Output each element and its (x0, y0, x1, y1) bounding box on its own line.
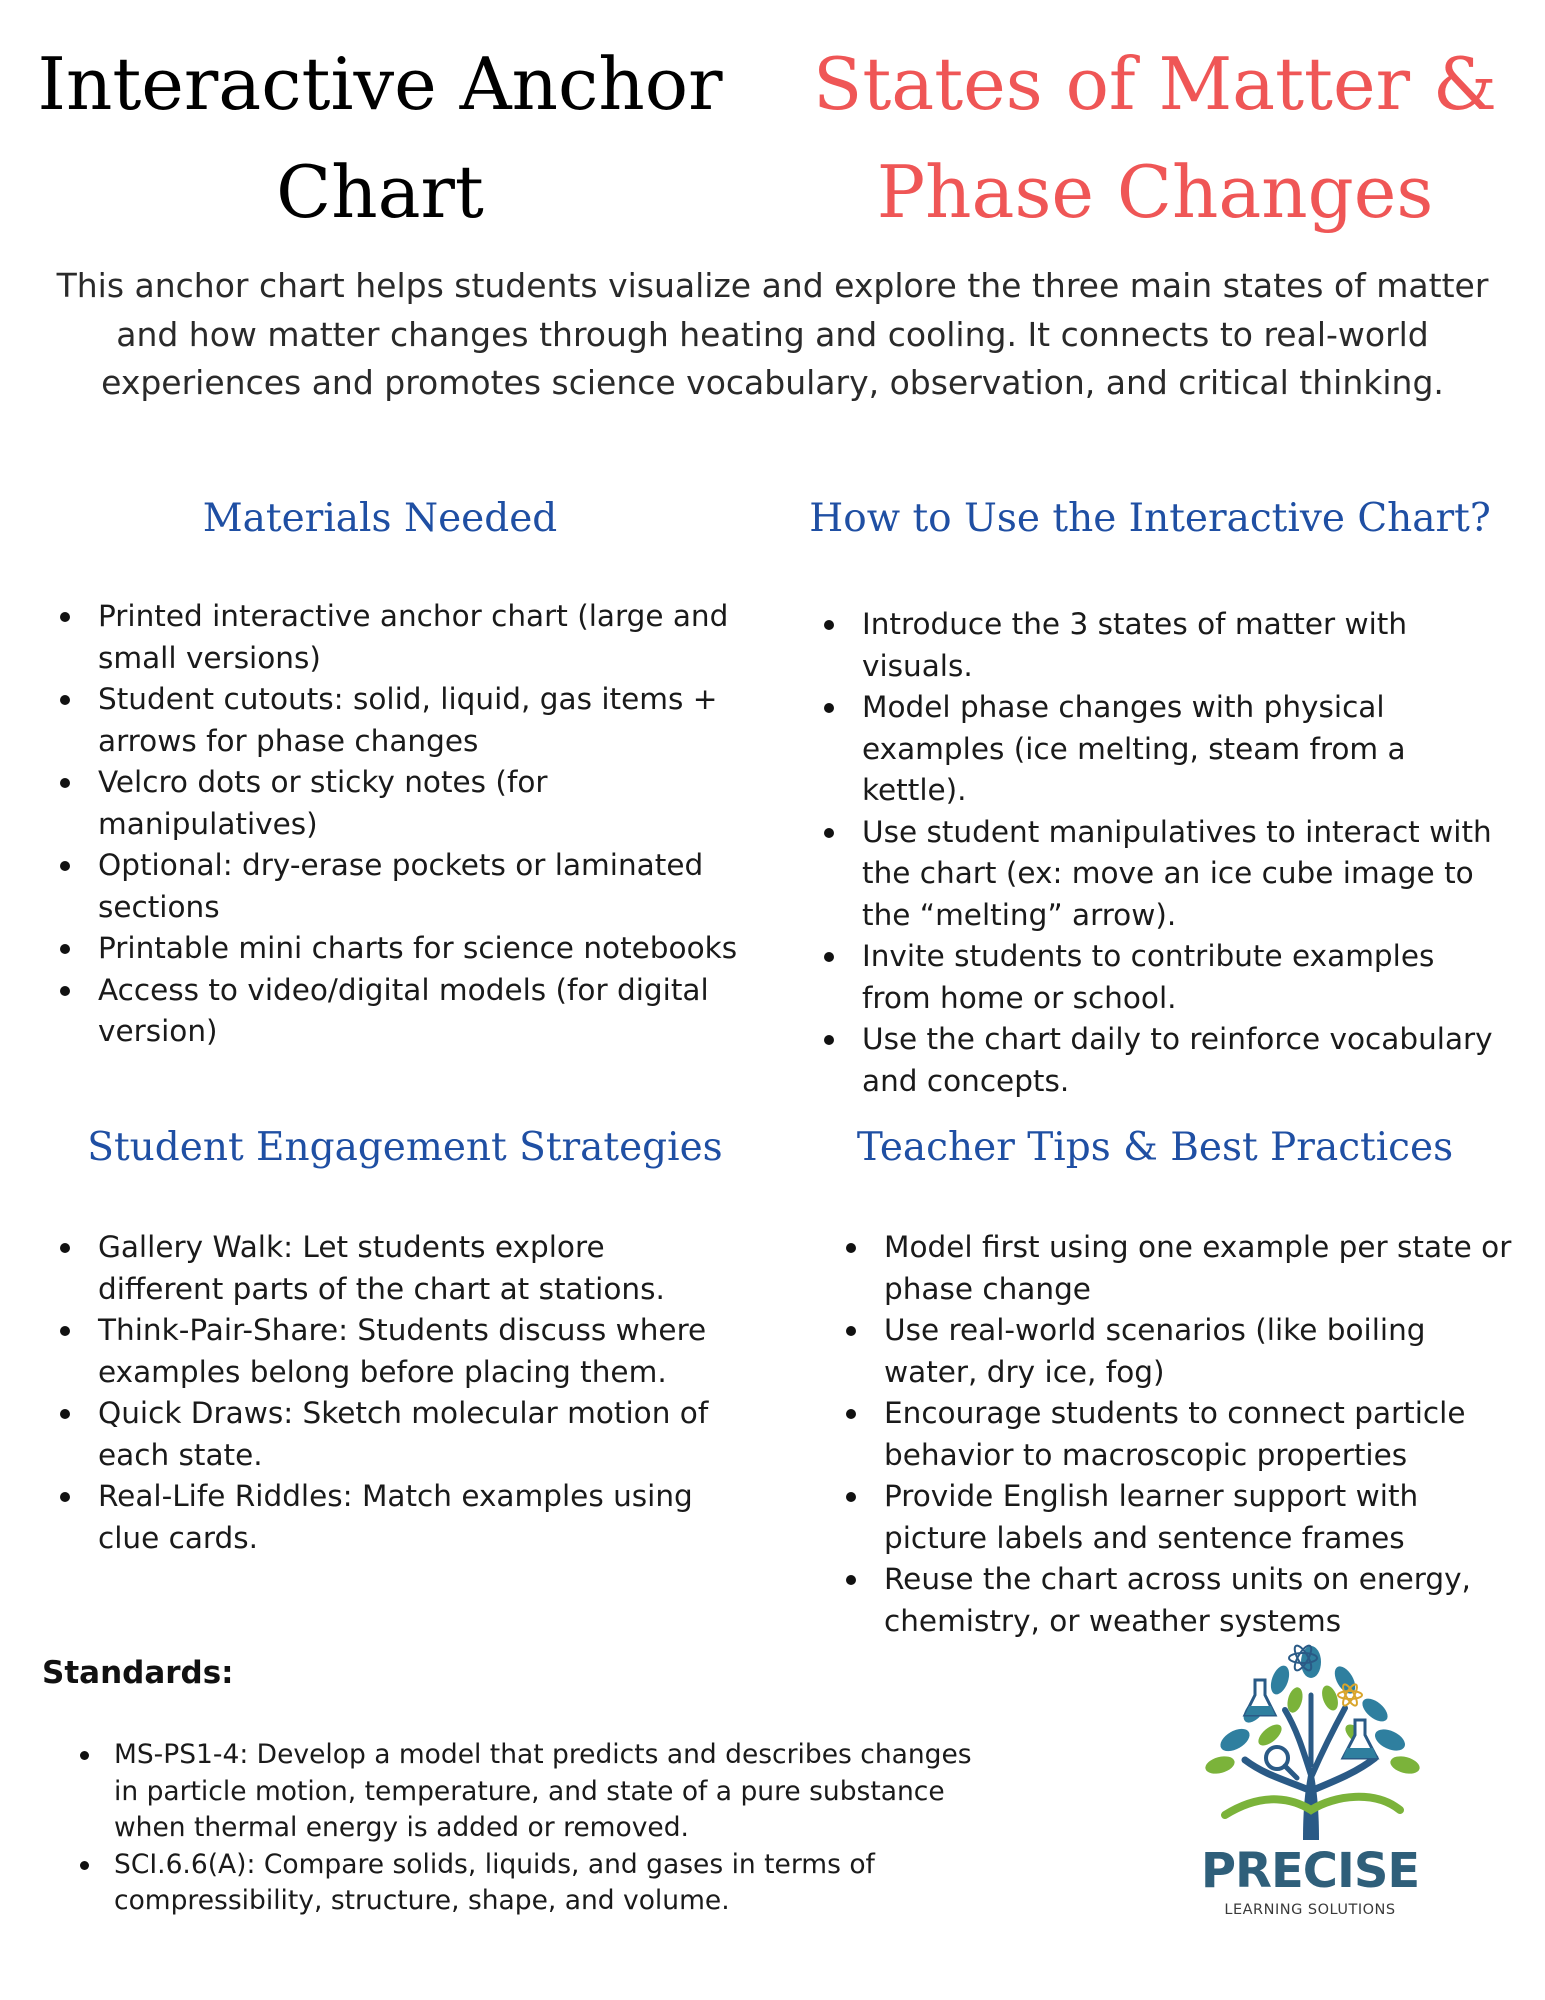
list-item: Model phase changes with physical examples (ice melting, steam from a kettle). (822, 687, 1502, 812)
list-item: MS-PS1-4: Develop a model that predicts and describes changes in particle motion, temperature, and state of a pure substance when thermal energy is added or removed. (78, 1737, 998, 1847)
list-item: Real-Life Riddles: Match examples using clue cards. (58, 1476, 738, 1559)
how-to-use-heading: How to Use the Interactive Chart? (809, 496, 1491, 541)
list-item: Printable mini charts for science notebooks (58, 928, 738, 970)
list-item: SCI.6.6(A): Compare solids, liquids, and gases in terms of compressibility, structure, shape, and volume. (78, 1847, 998, 1920)
list-item: Reuse the chart across units on energy, chemistry, or weather systems (844, 1559, 1514, 1642)
how-to-use-list (822, 604, 1502, 1102)
tips-list (844, 1227, 1514, 1642)
list-item: Use real-world scenarios (like boiling water, dry ice, fog) (844, 1310, 1514, 1393)
materials-heading: Materials Needed (202, 496, 558, 541)
list-item: Printed interactive anchor chart (large and small versions) (58, 596, 738, 679)
list-item: Student cutouts: solid, liquid, gas items + arrows for phase changes (58, 679, 738, 762)
tips-heading: Teacher Tips & Best Practices (856, 1125, 1454, 1170)
logo-subtitle: LEARNING SOLUTIONS (1224, 1902, 1396, 1918)
engagement-list (58, 1227, 738, 1559)
list-item: Quick Draws: Sketch molecular motion of each state. (58, 1393, 738, 1476)
materials-list (58, 596, 738, 1053)
engagement-heading: Student Engagement Strategies (87, 1125, 723, 1170)
logo-wordmark: PRECISE (1200, 1843, 1420, 1899)
list-item: Invite students to contribute examples from home or school. (822, 936, 1502, 1019)
list-item: Gallery Walk: Let students explore different parts of the chart at stations. (58, 1227, 738, 1310)
standards-list (78, 1737, 998, 1920)
list-item: Think-Pair-Share: Students discuss where examples belong before placing them. (58, 1310, 738, 1393)
main-title (20, 30, 740, 246)
topic-title-line-2: Phase Changes (876, 150, 1434, 234)
tree-logo-icon (1185, 1640, 1435, 1845)
list-item: Access to video/digital models (for digital version) (58, 970, 738, 1053)
title-line-2: Chart (276, 150, 484, 234)
intro-paragraph: This anchor chart helps students visualize and explore the three main states of matter and how matter changes through heating and cooling. It connects to real-world experiences and promotes science vocabulary, observation, and critical thinking. (56, 266, 1489, 402)
list-item: Use student manipulatives to interact with the chart (ex: move an ice cube image to the “melting” arrow). (822, 812, 1502, 937)
list-item: Velcro dots or sticky notes (for manipulatives) (58, 762, 738, 845)
list-item: Model first using one example per state or phase change (844, 1227, 1514, 1310)
topic-title (780, 30, 1530, 246)
list-item: Use the chart daily to reinforce vocabulary and concepts. (822, 1019, 1502, 1102)
list-item: Optional: dry-erase pockets or laminated sections (58, 845, 738, 928)
list-item: Provide English learner support with picture labels and sentence frames (844, 1476, 1514, 1559)
list-item: Encourage students to connect particle behavior to macroscopic properties (844, 1393, 1514, 1476)
list-item: Introduce the 3 states of matter with visuals. (822, 604, 1502, 687)
standards-heading: Standards: (42, 1655, 234, 1691)
title-line-1: Interactive Anchor (37, 42, 723, 126)
topic-title-line-1: States of Matter & (813, 42, 1497, 126)
brand-logo (1185, 1640, 1435, 1940)
